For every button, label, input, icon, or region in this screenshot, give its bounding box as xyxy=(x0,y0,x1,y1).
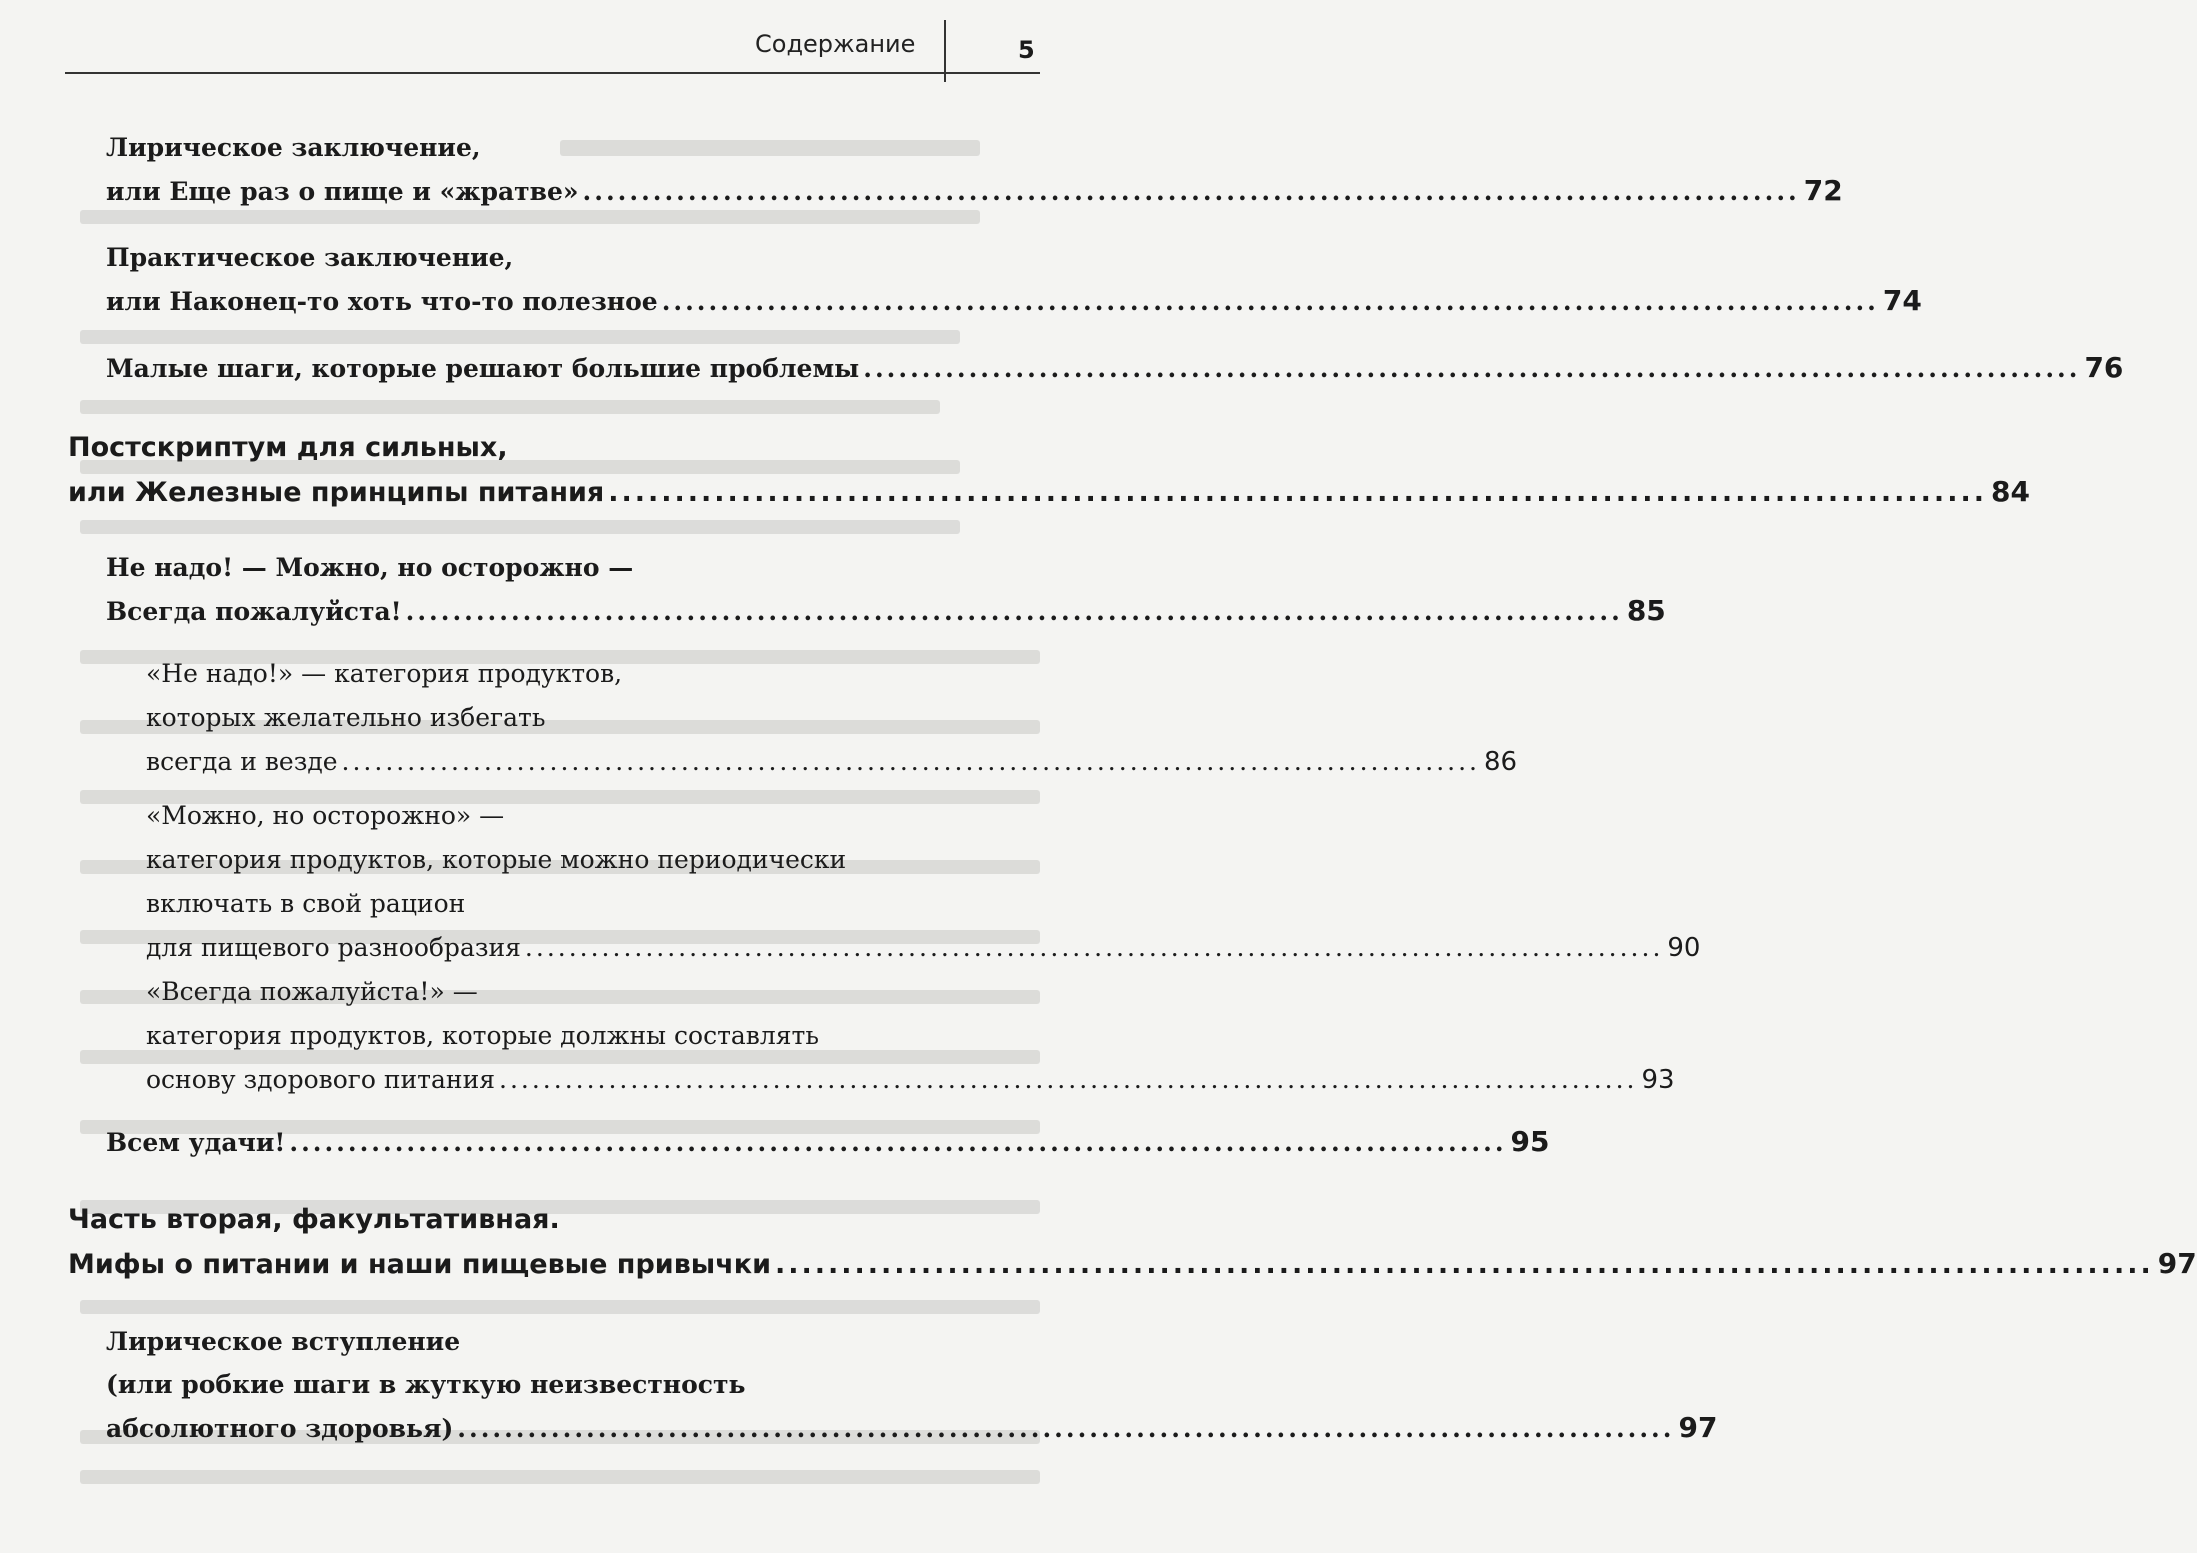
toc-entry-title: или Железные принципы питания xyxy=(68,477,605,508)
dot-leader: ........................................................................................................ xyxy=(289,1128,1507,1157)
toc-entry-title: всегда и везде xyxy=(146,747,338,776)
toc-entry-title: Часть вторая, факультативная. xyxy=(68,1204,560,1235)
toc-page-number: 95 xyxy=(1510,1125,1550,1158)
toc-entry-title: «Всегда пожалуйста!» — xyxy=(146,977,478,1006)
toc-entry-title: Лирическое вступление xyxy=(106,1327,461,1356)
toc-entry-title: включать в свой рацион xyxy=(146,889,466,918)
toc-entry-title: Практическое заключение, xyxy=(106,243,514,272)
toc-entry-title: Всегда пожалуйста! xyxy=(106,597,402,626)
toc-entry-title: Малые шаги, которые решают большие проблемы xyxy=(106,354,860,383)
toc-page-number: 97 xyxy=(1678,1411,1718,1444)
header-rule xyxy=(65,72,1040,74)
toc-entry-title: для пищевого разнообразия xyxy=(146,933,521,962)
toc-page-number: 97 xyxy=(2157,1247,2197,1280)
dot-leader: ........................................................................................................ xyxy=(775,1249,2154,1280)
dot-leader: ........................................................................................................ xyxy=(863,354,2081,383)
toc-entry[interactable] xyxy=(106,1320,1718,1450)
toc-entry[interactable] xyxy=(106,126,1843,213)
toc-entry[interactable] xyxy=(146,652,1518,784)
toc-page-number: 74 xyxy=(1882,284,1922,317)
toc-page-number: 84 xyxy=(1990,475,2030,508)
toc-entry-title: или Еще раз о пище и «жратве» xyxy=(106,177,579,206)
running-header: Содержание xyxy=(755,30,916,58)
dot-leader: ........................................................................................................ xyxy=(405,597,1623,626)
dot-leader: ........................................................................................................ xyxy=(524,933,1664,962)
toc-page-number: 85 xyxy=(1626,594,1666,627)
toc-entry-title: Постскриптум для сильных, xyxy=(68,432,508,463)
toc-entry[interactable] xyxy=(68,1198,2197,1287)
toc-entry-title: Всем удачи! xyxy=(106,1128,286,1157)
dot-leader: ........................................................................................................ xyxy=(608,477,1987,508)
toc-entry-title: категория продуктов, которые должны составлять xyxy=(146,1021,819,1050)
page-number: 5 xyxy=(1018,36,1035,64)
toc-entry-title: или Наконец-то хоть что-то полезное xyxy=(106,287,658,316)
toc-entry[interactable] xyxy=(146,794,1701,970)
toc-entry-title: «Можно, но осторожно» — xyxy=(146,801,505,830)
toc-entry-title: категория продуктов, которые можно периодически xyxy=(146,845,847,874)
dot-leader: ........................................................................................................ xyxy=(661,287,1879,316)
toc-entry[interactable] xyxy=(106,236,1922,323)
toc-entry-title: основу здорового питания xyxy=(146,1065,496,1094)
toc-entry-title: «Не надо!» — категория продуктов, xyxy=(146,659,623,688)
dot-leader: ........................................................................................................ xyxy=(341,747,1480,776)
toc-entry[interactable] xyxy=(68,426,2030,515)
toc-page-number: 76 xyxy=(2084,351,2124,384)
dot-leader: ........................................................................................................ xyxy=(582,177,1800,206)
toc-page-number: 90 xyxy=(1667,933,1701,963)
dot-leader: ........................................................................................................ xyxy=(499,1065,1638,1094)
toc-entry[interactable] xyxy=(106,546,1666,633)
toc-entry-title: Лирическое заключение, xyxy=(106,133,481,162)
toc-entry-title: абсолютного здоровья) xyxy=(106,1414,454,1443)
toc-entry[interactable] xyxy=(106,1120,1550,1164)
toc-entry-title: (или робкие шаги в жуткую неизвестность xyxy=(106,1370,746,1399)
toc-entry-title: которых желательно избегать xyxy=(146,703,546,732)
dot-leader: ........................................................................................................ xyxy=(457,1414,1675,1443)
toc-entry[interactable] xyxy=(146,970,1675,1102)
toc-page-number: 93 xyxy=(1641,1065,1675,1095)
toc-entry[interactable] xyxy=(106,346,2124,390)
toc-page-number: 72 xyxy=(1803,174,1843,207)
toc-entry-title: Мифы о питании и наши пищевые привычки xyxy=(68,1249,771,1280)
toc-entry-title: Не надо! — Можно, но осторожно — xyxy=(106,553,634,582)
toc-page-number: 86 xyxy=(1484,747,1518,777)
